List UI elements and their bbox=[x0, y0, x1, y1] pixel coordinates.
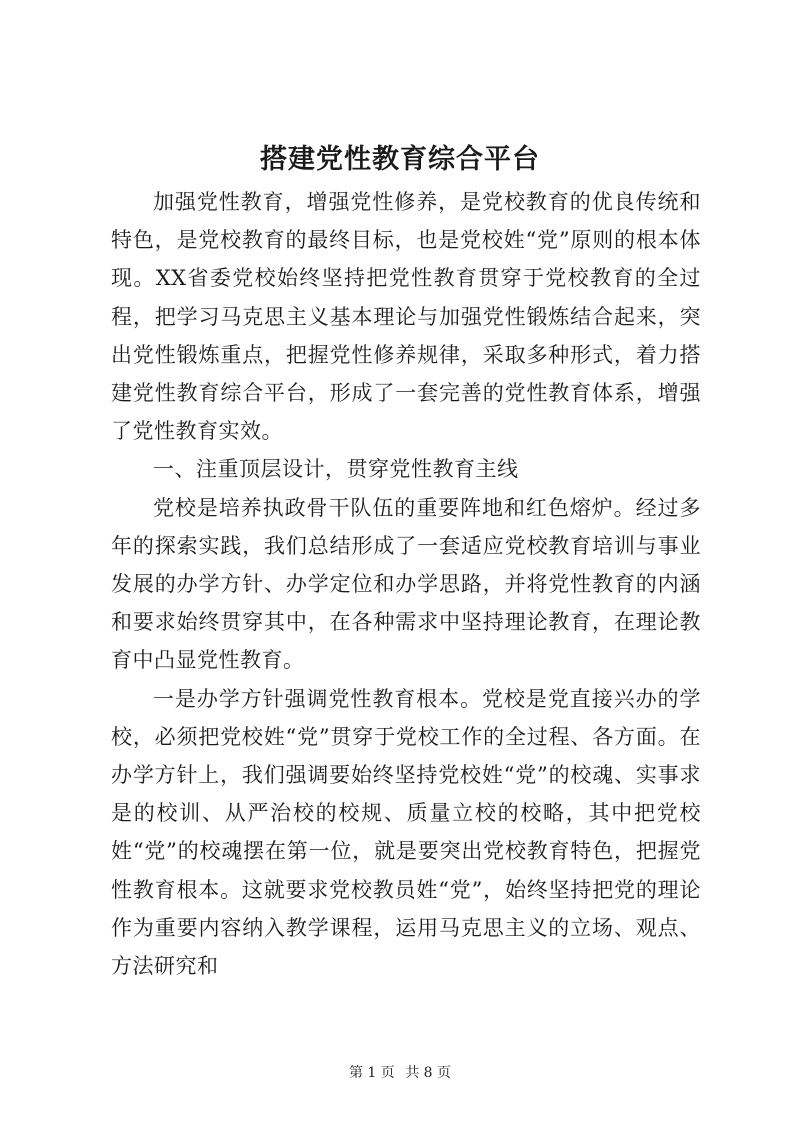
page-total: 共 8 页 bbox=[405, 1065, 452, 1081]
section-heading-1: 一、注重顶层设计，贯穿党性教育主线 bbox=[153, 457, 519, 482]
paragraph-intro: 加强党性教育，增强党性修养，是党校教育的优良传统和特色，是党校教育的最终目标，也是党校姓“党”原则的根本体现。XX省委党校始终坚持把党性教育贯穿于党校教育的全过程，把学习马克思主义基本理论与加强党性锻炼结合起来，突出党性锻炼重点，把握党性修养规律，采取多种形式，着力搭建党性教育综合平台，形成了一套完善的党性教育体系，增强了党性教育实效。 bbox=[111, 190, 701, 444]
page-footer bbox=[0, 1063, 800, 1083]
paragraph-point-1: 一是办学方针强调党性教育根本。党校是党直接兴办的学校，必须把党校姓“党”贯穿于党校工作的全过程、各方面。在办学方针上，我们强调要始终坚持党校姓“党”的校魂、实事求是的校训、从严治校的校规、质量立校的校略，其中把党校姓“党”的校魂摆在第一位，就是要突出党校教育特色，把握党性教育根本。这就要求党校教员姓“党”，始终坚持把党的理论作为重要内容纳入教学课程，运用马克思主义的立场、观点、方法研究和 bbox=[111, 686, 701, 979]
document-body bbox=[111, 183, 701, 985]
document-title: 搭建党性教育综合平台 bbox=[260, 144, 540, 175]
page-number: 第 1 页 bbox=[348, 1065, 395, 1081]
paragraph-section-1: 党校是培养执政骨干队伍的重要阵地和红色熔炉。经过多年的探索实践，我们总结形成了一套适应党校教育培训与事业发展的办学方针、办学定位和办学思路，并将党性教育的内涵和要求始终贯穿其中，在各种需求中坚持理论教育，在理论教育中凸显党性教育。 bbox=[111, 495, 701, 673]
